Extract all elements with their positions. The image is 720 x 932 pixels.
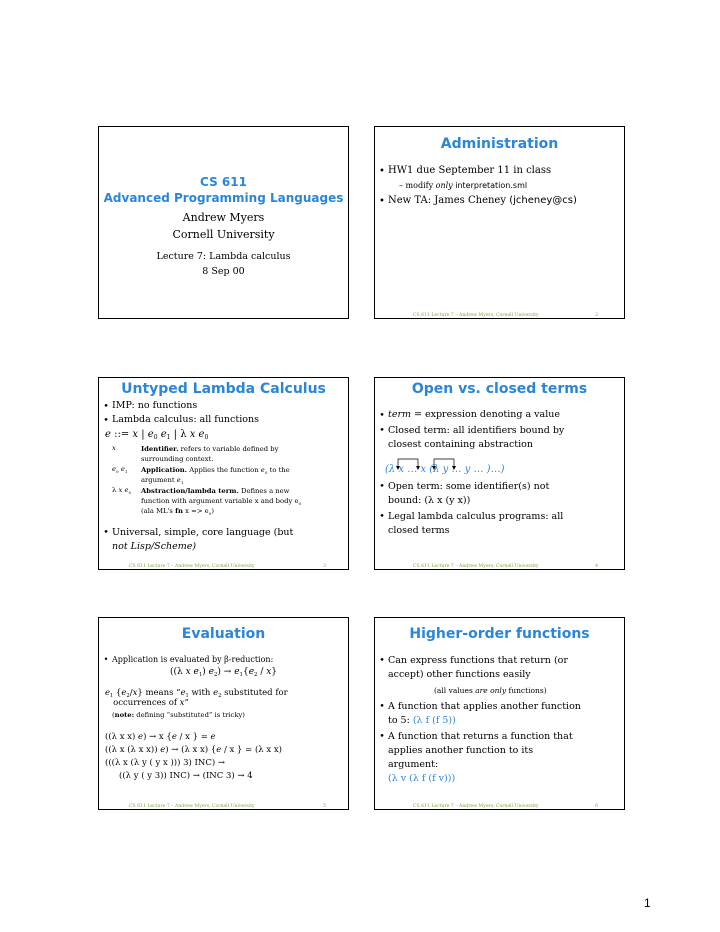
- def-text: to the: [267, 466, 290, 474]
- lecture: Lecture 7: Lambda calculus: [156, 251, 291, 262]
- bullet-returns: [388, 730, 573, 786]
- def-text: argument: [141, 476, 175, 484]
- slide-number: 4: [595, 564, 598, 569]
- example-3: (((λ x (λ y ( y x ))) 3) INC) →: [105, 758, 225, 768]
- slide-number: 3: [323, 564, 326, 569]
- bullet: •: [103, 401, 109, 412]
- slide-title: Administration: [440, 136, 559, 152]
- def-abstraction: Abstraction/lambda term. Defines a new function with argument variable x and body $e_0$ (ala ML's fn $x => e_0$): [141, 487, 302, 516]
- open-line-1: Open term: some identifier(s) not: [388, 481, 550, 492]
- slide-number: 2: [595, 313, 598, 318]
- def-text: Defines a new: [238, 487, 290, 495]
- bullet: •: [379, 166, 385, 177]
- def-bold: Identifier.: [141, 445, 179, 453]
- closed-line-2: closest containing abstraction: [388, 439, 534, 450]
- note-bold: note:: [114, 711, 135, 719]
- def-text: (ala ML's: [141, 507, 176, 515]
- slide-number: 5: [323, 804, 326, 809]
- returns-line-1: A function that returns a function that: [388, 731, 573, 742]
- returns-line-2: applies another function to its: [388, 745, 534, 756]
- bullet-apply: [388, 700, 581, 728]
- sub-text: – modify: [399, 181, 436, 190]
- note-rest: defining “substituted” is tricky): [134, 711, 245, 719]
- slide-title: Open vs. closed terms: [411, 381, 588, 397]
- def-text: function with argument variable x and body e: [141, 497, 299, 505]
- universal-line-1: Universal, simple, core language (but: [112, 527, 294, 538]
- def-bold: Application.: [141, 466, 188, 474]
- legal-line-1: Legal lambda calculus programs: all: [388, 511, 564, 522]
- bullet: •: [379, 701, 385, 712]
- course-title: Advanced Programming Languages: [103, 191, 344, 205]
- sub-bullet-modify: [399, 181, 527, 190]
- express-line-1: Can express functions that return (or: [388, 655, 568, 666]
- def-bold: Abstraction/lambda term.: [141, 487, 239, 495]
- bullet-open: [388, 480, 549, 508]
- substitution-note: (note: defining “substituted” is tricky): [112, 711, 245, 719]
- def-term-abs: λ x $e_0$: [112, 486, 132, 495]
- bullet-imp: IMP: no functions: [112, 400, 198, 411]
- file-name: interpretation.sml: [455, 181, 528, 190]
- bullet: •: [103, 527, 109, 538]
- bullet-beta: Application is evaluated by β-reduction:: [112, 655, 274, 664]
- slide-higher-order: [374, 617, 625, 810]
- def-text: refers to variable defined by: [178, 445, 279, 453]
- example-2: ((λ x (λ x x)) e) → (λ x x) {e / x } = (λ x x): [105, 745, 282, 755]
- bullet-hw1: HW1 due September 11 in class: [388, 165, 552, 176]
- bullet: •: [379, 481, 385, 492]
- def-fn: fn: [175, 507, 183, 515]
- bullet: •: [379, 196, 385, 207]
- example-1: ((λ x x) e) → x {e / x } = e: [105, 732, 216, 742]
- note-text: functions): [506, 686, 547, 695]
- apply-code: (λ f (f 5)): [412, 715, 456, 726]
- slide-evaluation: [98, 617, 349, 810]
- footer-text: CS 611 Lecture 7 – Andrew Myers, Cornell University: [413, 313, 539, 318]
- universal-line-2: not Lisp/Scheme): [112, 541, 197, 552]
- term-rest: = expression denoting a value: [411, 409, 560, 420]
- note-text: (all values: [434, 686, 476, 695]
- bullet: •: [379, 425, 385, 436]
- bullet: •: [379, 655, 385, 666]
- footer-text: CS 611 Lecture 7 – Andrew Myers, Cornell University: [129, 564, 255, 569]
- slide-untyped-lambda: [98, 377, 349, 570]
- institution: Cornell University: [172, 228, 275, 241]
- author: Andrew Myers: [182, 211, 265, 224]
- slide-administration: [374, 126, 625, 319]
- def-application: Application. Applies the function $e_0$ to the argument $e_1$: [141, 466, 290, 485]
- bullet-universal: [112, 526, 293, 554]
- open-line-2: bound: (λ x (y x)): [388, 495, 471, 506]
- bullet-ta: [388, 195, 577, 206]
- apply-line-1: A function that applies another function: [388, 701, 581, 712]
- footer-text: CS 611 Lecture 7 – Andrew Myers, Cornell University: [129, 804, 255, 809]
- date: 8 Sep 00: [202, 266, 245, 277]
- bullet-express: [388, 654, 568, 682]
- beta-rule: ((λ x $e_1$) $e_2) \to e_1\{e_2 / x\}$: [169, 667, 278, 678]
- slide-title: Higher-order functions: [409, 626, 590, 642]
- bullet: •: [379, 511, 385, 522]
- returns-code: (λ v (λ f (f v))): [388, 773, 456, 784]
- def-text: Applies the function: [187, 466, 259, 474]
- def-term-app: $e_0$ $e_1$: [112, 465, 128, 474]
- def-identifier: [141, 444, 278, 464]
- footer-text: CS 611 Lecture 7 – Andrew Myers, Cornell University: [413, 804, 539, 809]
- grammar: e ::= x | $e_0$ $e_1$ | λ x $e_0$: [105, 429, 209, 441]
- slide-title: Untyped Lambda Calculus: [121, 381, 326, 397]
- example-4: ((λ y ( y 3)) INC) → (INC 3) → 4: [119, 771, 253, 781]
- ta-text: New TA: James Cheney: [388, 195, 510, 206]
- note-em: are only: [475, 686, 507, 695]
- slide-title: [98, 126, 349, 319]
- bullet: •: [379, 731, 385, 742]
- closed-line-1: Closed term: all identifiers bound by: [388, 425, 565, 436]
- returns-line-3: argument:: [388, 759, 439, 770]
- bullet: •: [379, 410, 385, 421]
- course-number: CS 611: [200, 175, 247, 189]
- bullet-legal: [388, 510, 563, 538]
- footer-text: CS 611 Lecture 7 – Andrew Myers, Cornell University: [413, 564, 539, 569]
- substitution-def: $e_1$ $\{e_2/x\}$ means “$e_1$ with $e_2$ substituted for occurrences of x”: [105, 688, 288, 708]
- bullet-lambda: Lambda calculus: all functions: [112, 414, 259, 425]
- slide-title: Evaluation: [181, 626, 266, 642]
- bullet: •: [103, 655, 109, 664]
- closed-term-example: (λ x … x (λ y … y … )…): [385, 464, 505, 475]
- slide-number: 6: [595, 804, 598, 809]
- sub-em: only: [435, 181, 453, 190]
- legal-line-2: closed terms: [388, 525, 450, 536]
- def-text: x => e: [182, 507, 209, 515]
- ta-email: (jcheney@cs): [509, 195, 577, 206]
- bullet: •: [103, 415, 109, 426]
- def-term-x: x: [112, 444, 116, 452]
- term-em: term: [388, 409, 411, 420]
- def-text: surrounding context.: [141, 455, 214, 463]
- all-values-note: [434, 686, 547, 695]
- apply-line-2: to 5:: [388, 715, 413, 726]
- page-number: 1: [644, 896, 651, 910]
- slide-open-closed: [374, 377, 625, 570]
- express-line-2: accept) other functions easily: [388, 669, 531, 680]
